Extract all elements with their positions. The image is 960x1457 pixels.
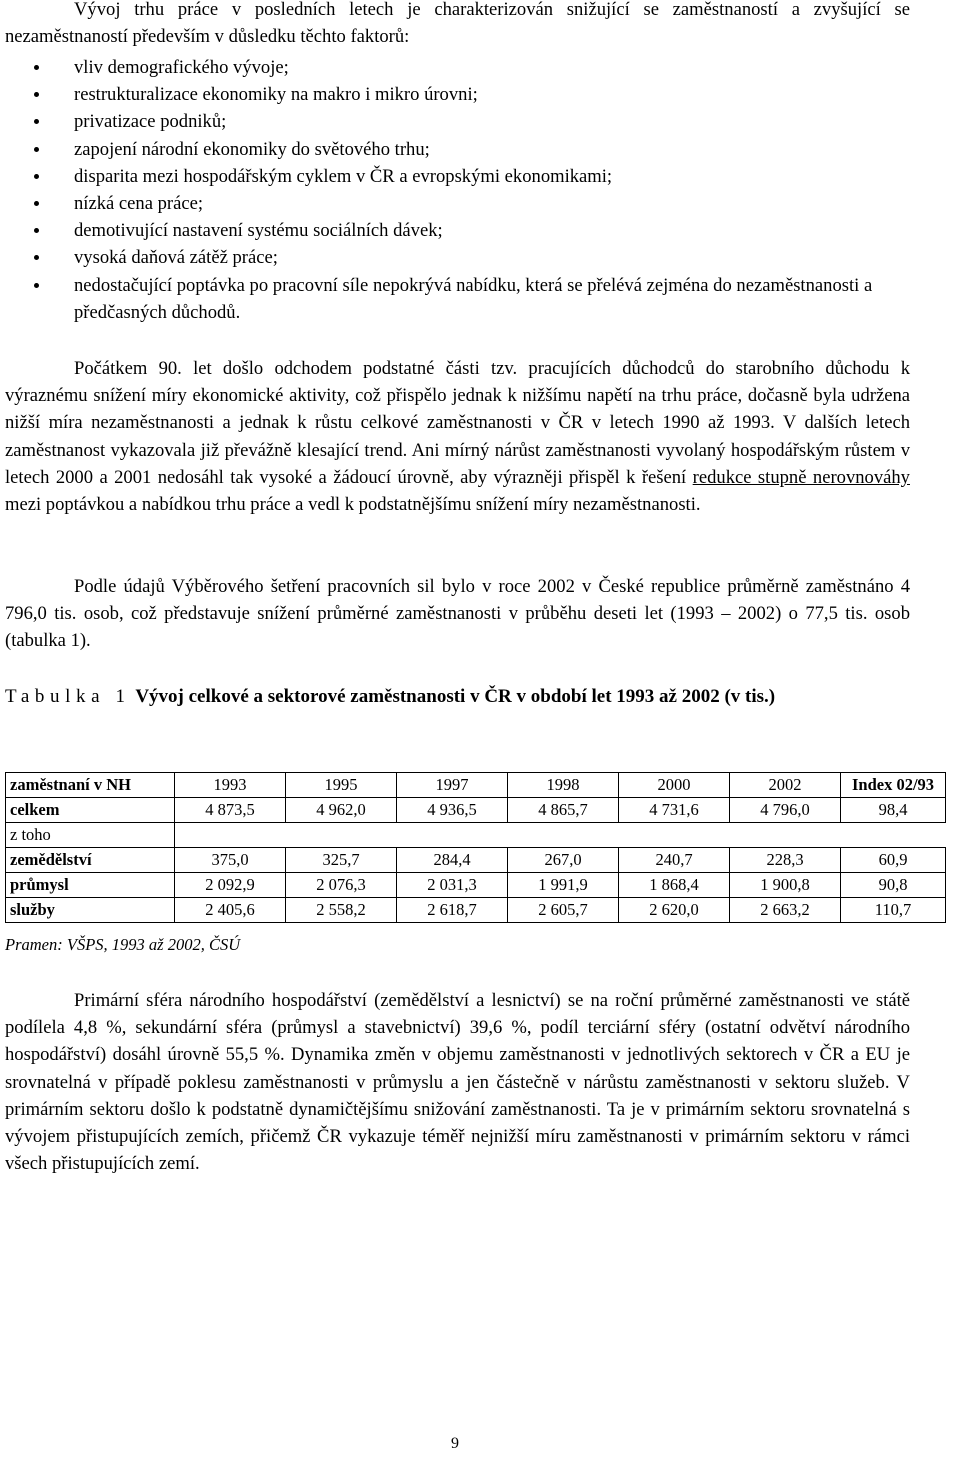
table-header-row [6,773,946,798]
list-item: vysoká daňová zátěž práce; [0,244,910,271]
table-cell: 2 663,2 [730,898,841,923]
paragraph-vsps-2002: Podle údajů Výběrového šetření pracovních sil bylo v roce 2002 v České republice průměrně zaměstnáno 4 796,0 tis. osob, což představuje snížení průměrné zaměstnanosti v průběhu deseti let (1993 – 2002) o 77,5 tis. osob (tabulka 1). [5,576,910,652]
table-cell: 1 900,8 [730,873,841,898]
table-label: Tabulka 1 [5,686,131,707]
list-item: nízká cena práce; [0,190,910,217]
table-caption [5,683,910,710]
table-header-cell: 1998 [508,773,619,798]
list-item: vliv demografického vývoje; [0,54,910,81]
table-header-cell: Index 02/93 [841,773,946,798]
list-item: zapojení národní ekonomiky do světového trhu; [0,136,910,163]
bullet-icon [34,147,39,152]
table-header-cell: 1997 [397,773,508,798]
employment-table [5,772,946,923]
table-cell: 2 605,7 [508,898,619,923]
table-cell: 375,0 [175,848,286,873]
table-header-cell: 1995 [286,773,397,798]
bullet-icon [34,228,39,233]
table-cell: 1 868,4 [619,873,730,898]
table-cell: 2 620,0 [619,898,730,923]
paragraph-sector-shares: Primární sféra národního hospodářství (zemědělství a lesnictví) se na roční průměrné zaměstnanosti ve státě podílela 4,8 %, sekundární sféra (průmysl a stavebnictví) 39,6 %, podíl terciární sféry (ostatní odvětví národního hospodářství) dosáhl úrovně 55,5 %. Dynamika změn v objemu zaměstnanosti v jednotlivých sektorech v ČR a EU je srovnatelná v případě poklesu zaměstnanosti v průmyslu a jen částečně v nárůstu zaměstnanosti v sektoru služeb. V primárním sektoru došlo k podstatně dynamičtějšímu snižování zaměstnanosti. Ta je v primárním sektoru srovnatelná s vývojem přistupujících zemích, přičemž ČR vykazuje téměř nejnižší míru zaměstnanosti v primárním sektoru v rámci všech přistupujících zemí. [5,990,910,1175]
table-cell: 2 076,3 [286,873,397,898]
bullet-icon [34,65,39,70]
table-row [6,823,946,848]
bullet-icon [34,92,39,97]
list-item: nedostačující poptávka po pracovní síle nepokrývá nabídku, která se přelévá zejména do nezaměstnanosti a předčasných důchodů. [0,272,910,326]
table-cell: 2 092,9 [175,873,286,898]
paragraph-employment-history: Počátkem 90. let došlo odchodem podstatné části tzv. pracujících důchodců do starobního důchodu k výraznému snížení míry ekonomické aktivity, což přispělo jednak k nižšímu napětí na trhu práce, dočasně byla udržena nižší míra nezaměstnanosti a jednak k růstu celkové zaměstnanosti v ČR v letech 1990 až 1993. V dalších letech zaměstnanost vykazovala již převážně klesající trend. Ani mírný nárůst zaměstnanosti vyvolaný hospodářským růstem v letech 2000 a 2001 nedosáhl tak vysoké a žádoucí úrovně, aby výrazněji přispěl k řešení redukce stupně nerovnováhy mezi poptávkou a nabídkou trhu práce a vedl k podstatnějšímu snížení míry nezaměstnanosti. [5,358,910,516]
table-cell: 284,4 [397,848,508,873]
table-cell: 228,3 [730,848,841,873]
table-row [6,798,946,823]
table-cell: 4 796,0 [730,798,841,823]
table-header-cell: 1993 [175,773,286,798]
table-cell: 2 558,2 [286,898,397,923]
table-cell: 2 031,3 [397,873,508,898]
bullet-icon [34,201,39,206]
row-label: zemědělství [6,848,175,873]
table-cell: 1 991,9 [508,873,619,898]
table-cell: 240,7 [619,848,730,873]
bullet-icon [34,283,39,288]
list-item: disparita mezi hospodářským cyklem v ČR a evropskými ekonomikami; [0,163,910,190]
intro-paragraph: Vývoj trhu práce v posledních letech je charakterizován snižující se zaměstnaností a zvyšující se nezaměstnaností především v důsledku těchto faktorů: [5,0,910,48]
table-header-cell: 2002 [730,773,841,798]
table-cell: 4 873,5 [175,798,286,823]
table-row [6,848,946,873]
row-label: z toho [6,823,175,848]
page-number: 9 [451,1435,459,1452]
table-cell: 4 731,6 [619,798,730,823]
table-cell: 267,0 [508,848,619,873]
underlined-phrase: redukce stupně nerovnováhy [692,466,910,488]
table-cell: 4 962,0 [286,798,397,823]
row-label: celkem [6,798,175,823]
list-item: privatizace podniků; [0,108,910,135]
list-item: restrukturalizace ekonomiky na makro i mikro úrovni; [0,81,910,108]
table-cell: 98,4 [841,798,946,823]
table-row [6,898,946,923]
table-title: Vývoj celkové a sektorové zaměstnanosti v ČR v období let 1993 až 2002 (v tis.) [135,686,776,707]
table-cell: 325,7 [286,848,397,873]
table-row [6,873,946,898]
factor-list [0,54,910,326]
table-cell: 4 936,5 [397,798,508,823]
table-cell-empty [175,823,946,848]
row-label: průmysl [6,873,175,898]
table-cell: 2 405,6 [175,898,286,923]
table-source: Pramen: VŠPS, 1993 až 2002, ČSÚ [5,935,241,954]
table-cell: 90,8 [841,873,946,898]
table-cell: 60,9 [841,848,946,873]
table-header-cell: 2000 [619,773,730,798]
bullet-icon [34,255,39,260]
table-cell: 4 865,7 [508,798,619,823]
list-item: demotivující nastavení systému sociálních dávek; [0,217,910,244]
bullet-icon [34,119,39,124]
row-label: služby [6,898,175,923]
table-cell: 110,7 [841,898,946,923]
bullet-icon [34,174,39,179]
table-cell: 2 618,7 [397,898,508,923]
table-header-cell: zaměstnaní v NH [6,773,175,798]
